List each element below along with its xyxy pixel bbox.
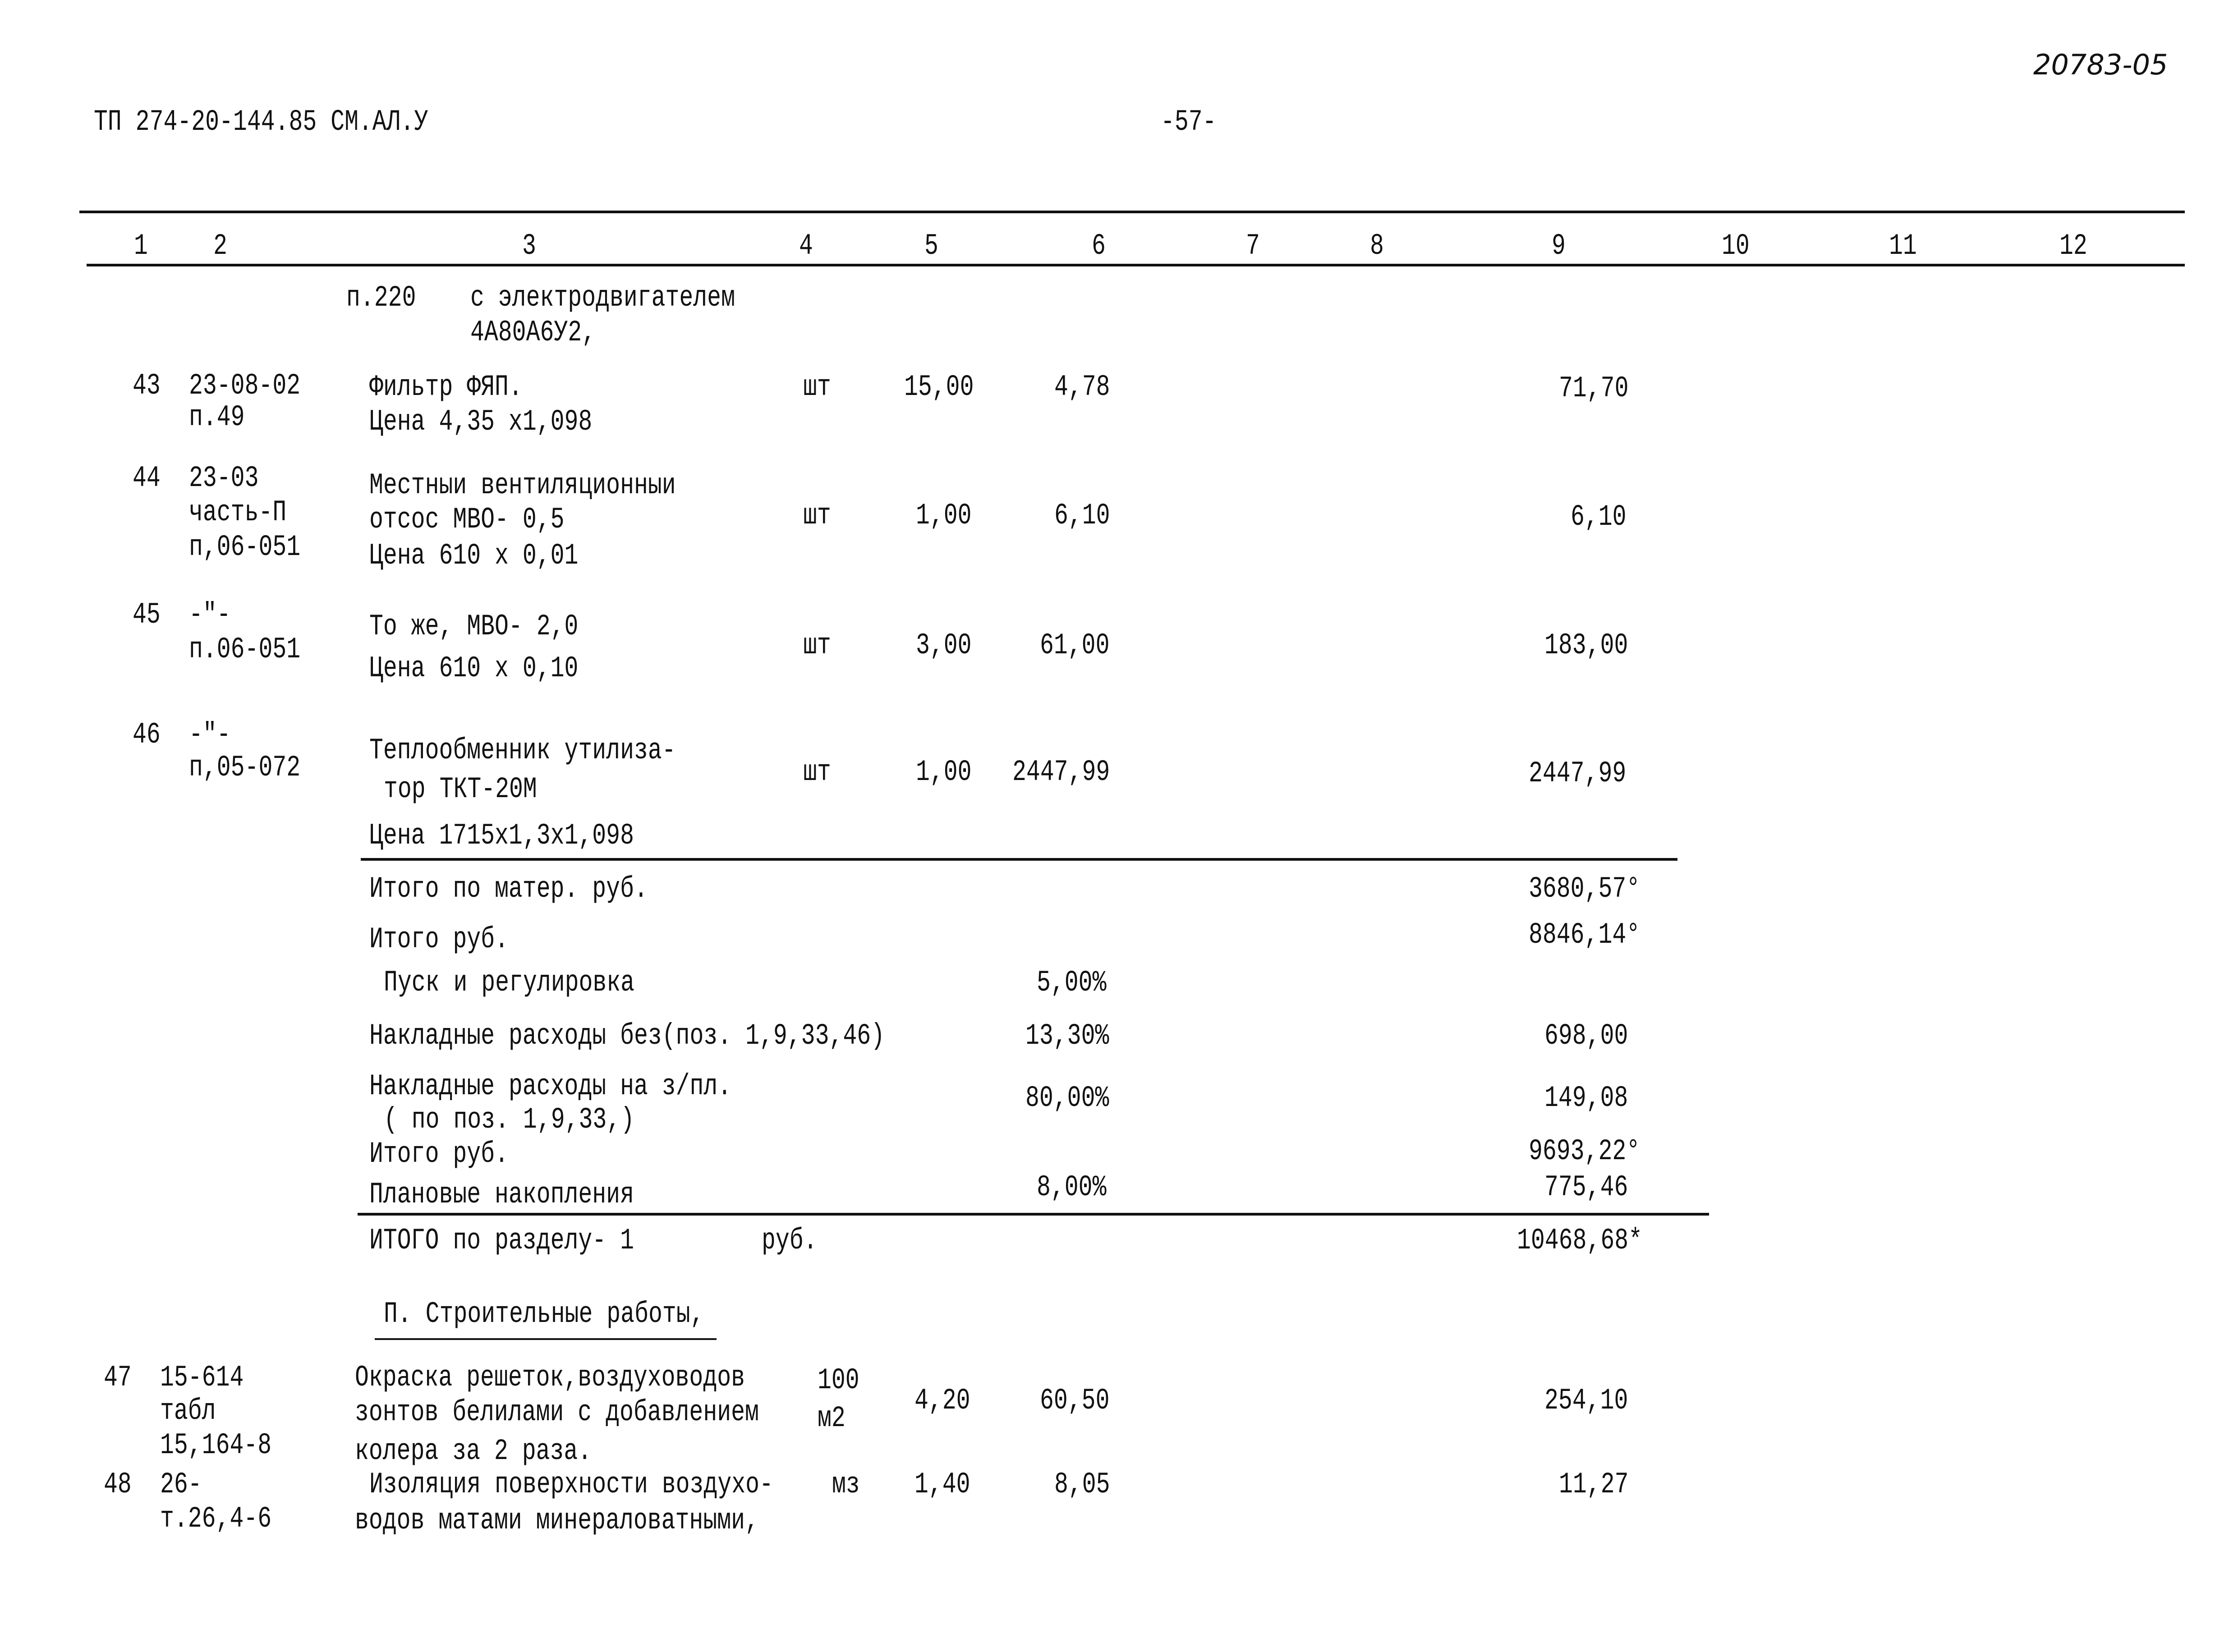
row-price: 6,10 — [1054, 499, 1110, 532]
row-quantity: 1,00 — [916, 755, 972, 789]
section-total-value: 10468,68* — [1517, 1224, 1643, 1257]
row-description: отсос МВО- 0,5 — [369, 503, 565, 537]
document-code: ТП 274-20-144.85 СМ.АЛ.У — [94, 105, 428, 139]
summary-total: 3680,57° — [1529, 872, 1641, 906]
column-number: 1 — [134, 229, 148, 263]
summary-total: 775,46 — [1544, 1170, 1628, 1204]
row-quantity: 4,20 — [915, 1384, 970, 1418]
row-number: 45 — [133, 598, 161, 632]
row-price: 2447,99 — [1012, 755, 1110, 789]
summary-label: Итого по матер. руб. — [369, 872, 648, 906]
row-code: 26- — [160, 1468, 202, 1501]
row-description: Цена 610 х 0,01 — [369, 539, 579, 573]
summary-label: Пуск и регулировка — [384, 966, 635, 1000]
column-number: 4 — [799, 229, 813, 263]
row-number: 44 — [133, 461, 161, 495]
summary-total: 149,08 — [1544, 1081, 1628, 1115]
row-quantity: 1,40 — [915, 1468, 970, 1501]
row-total: 71,70 — [1559, 372, 1629, 405]
summary-total: 698,00 — [1544, 1019, 1628, 1053]
row-quantity: 15,00 — [904, 370, 974, 404]
row-quantity: 3,00 — [916, 629, 972, 662]
row-total: 183,00 — [1544, 629, 1628, 662]
row-unit: 100 — [818, 1363, 859, 1397]
section-total-unit: руб. — [762, 1224, 818, 1257]
summary-percent: 5,00% — [1037, 966, 1107, 1000]
row-price: 61,00 — [1040, 629, 1110, 662]
column-number: 3 — [522, 229, 536, 263]
row-code: табл — [160, 1394, 216, 1428]
row-description: Фильтр ФЯП. — [369, 370, 523, 404]
row-total: 6,10 — [1571, 500, 1627, 534]
row-code: п.49 — [189, 400, 245, 434]
page-number: -57- — [1161, 105, 1217, 139]
row-code: п,06-051 — [189, 530, 301, 564]
section-title-underline — [375, 1338, 717, 1340]
row-code: 23-08-02 — [189, 369, 301, 403]
row-description: Цена 1715х1,3х1,098 — [369, 819, 634, 853]
row-description: колера за 2 раза. — [355, 1434, 592, 1468]
section-title: П. Строительные работы, — [384, 1297, 704, 1331]
column-number: 11 — [1889, 229, 1917, 263]
row-price: 60,50 — [1040, 1384, 1110, 1418]
row-total: 2447,99 — [1529, 757, 1627, 790]
row-description: Теплообменник утилиза- — [369, 734, 676, 767]
row-code: 15,164-8 — [160, 1428, 272, 1462]
summary-label: Накладные расходы на з/пл. — [369, 1069, 732, 1103]
row-description: Местныи вентиляционныи — [369, 468, 676, 502]
row-number: 43 — [133, 369, 161, 403]
column-number: 2 — [213, 229, 227, 263]
row-number: 47 — [104, 1361, 132, 1395]
row-unit: шт — [803, 629, 831, 662]
row-description: Цена 4,35 х1,098 — [369, 405, 593, 439]
row-number: 48 — [104, 1468, 132, 1501]
row-unit: шт — [803, 370, 831, 404]
row-code: -"- — [189, 598, 231, 632]
row-number: 46 — [133, 718, 161, 752]
column-number: 8 — [1370, 229, 1384, 263]
row-code: -"- — [189, 718, 231, 752]
continuation-ref: п.220 — [346, 281, 416, 315]
row-description: водов матами минераловатными, — [355, 1504, 759, 1537]
summary-percent: 13,30% — [1025, 1019, 1109, 1053]
total-rule — [358, 1213, 1709, 1216]
summary-total: 8846,14° — [1529, 918, 1641, 952]
summary-total: 9693,22° — [1529, 1134, 1641, 1168]
row-code: 15-614 — [160, 1361, 244, 1395]
row-total: 11,27 — [1559, 1468, 1629, 1501]
column-number: 9 — [1552, 229, 1566, 263]
row-quantity: 1,00 — [916, 499, 972, 532]
row-unit: шт — [803, 755, 831, 789]
row-price: 4,78 — [1054, 370, 1110, 404]
summary-label: ( по поз. 1,9,33,) — [384, 1103, 635, 1137]
row-code: т.26,4-6 — [160, 1502, 272, 1536]
row-price: 8,05 — [1054, 1468, 1110, 1501]
column-number: 10 — [1722, 229, 1750, 263]
column-number: 12 — [2059, 229, 2087, 263]
column-number: 7 — [1246, 229, 1260, 263]
row-unit: м2 — [818, 1401, 846, 1435]
summary-percent: 80,00% — [1025, 1081, 1109, 1115]
row-description: зонтов белилами с добавлением — [355, 1395, 759, 1429]
row-description: тор ТКТ-20М — [384, 772, 537, 806]
table-top-rule — [79, 211, 2185, 213]
row-unit: шт — [803, 499, 831, 532]
summary-percent: 8,00% — [1037, 1170, 1107, 1204]
summary-label: Плановые накопления — [369, 1178, 634, 1211]
summary-label: Накладные расходы без(поз. 1,9,33,46) — [369, 1019, 885, 1053]
summary-label: Итого руб. — [369, 922, 509, 956]
row-unit: мз — [832, 1468, 860, 1501]
continuation-text: с электродвигателем — [470, 281, 735, 315]
continuation-text: 4А80А6У2, — [470, 316, 596, 349]
row-code: часть-П — [189, 496, 287, 529]
section-total-label: ИТОГО по разделу- 1 — [369, 1224, 634, 1257]
row-code: п,05-072 — [189, 751, 301, 785]
row-description: Изоляция поверхности воздухо- — [369, 1468, 773, 1501]
column-number: 5 — [924, 229, 938, 263]
subtotal-rule — [361, 858, 1677, 861]
row-code: п.06-051 — [189, 633, 301, 666]
row-description: Цена 610 х 0,10 — [369, 652, 579, 685]
column-number: 6 — [1092, 229, 1106, 263]
row-description: Окраска решеток,воздуховодов — [355, 1361, 745, 1395]
row-description: То же, МВО- 2,0 — [369, 610, 579, 643]
summary-label: Итого руб. — [369, 1137, 509, 1171]
row-code: 23-03 — [189, 461, 259, 495]
archive-number: 20783-05 — [2033, 48, 2168, 81]
row-total: 254,10 — [1544, 1384, 1628, 1418]
header-bottom-rule — [87, 264, 2185, 266]
